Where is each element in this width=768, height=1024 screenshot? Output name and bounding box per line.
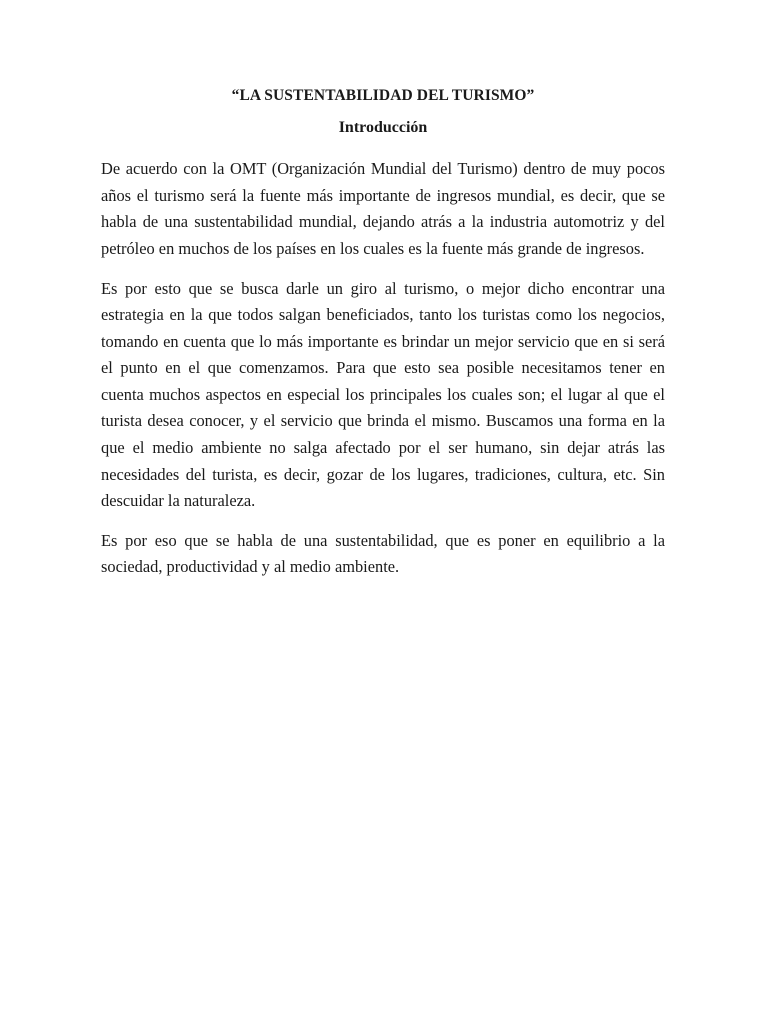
paragraph: Es por eso que se habla de una sustentabilidad, que es poner en equilibrio a la sociedad, productividad y al medio ambiente.	[101, 530, 665, 577]
document-body	[101, 84, 665, 581]
section-heading-introduccion: Introducción	[338, 119, 428, 137]
paragraph: Es por esto que se busca darle un giro al turismo, o mejor dicho encontrar una estrategia en la que todos salgan beneficiados, tanto los turistas como los negocios, tomando en cuenta que lo más importante es brindar un mejor servicio que en si será el punto en el que comenzamos. Para que esto sea posible necesitamos tener en cuenta muchos aspectos en especial los principales los cuales son; el lugar al que el turista desea conocer, y el servicio que brinda el mismo. Buscamos una forma en la que el medio ambiente no salga afectado por el ser humano, sin dejar atrás las necesidades del turista, es decir, gozar de los lugares, tradiciones, cultura, etc. Sin descuidar la naturaleza.	[101, 278, 665, 511]
paragraph: De acuerdo con la OMT (Organización Mundial del Turismo) dentro de muy pocos años el turismo será la fuente más importante de ingresos mundial, es decir, que se habla de una sustentabilidad mundial, dejando atrás a la industria automotriz y del petróleo en muchos de los países en los cuales es la fuente más grande de ingresos.	[101, 159, 665, 258]
page-title: “LA SUSTENTABILIDAD DEL TURISMO”	[231, 87, 535, 104]
